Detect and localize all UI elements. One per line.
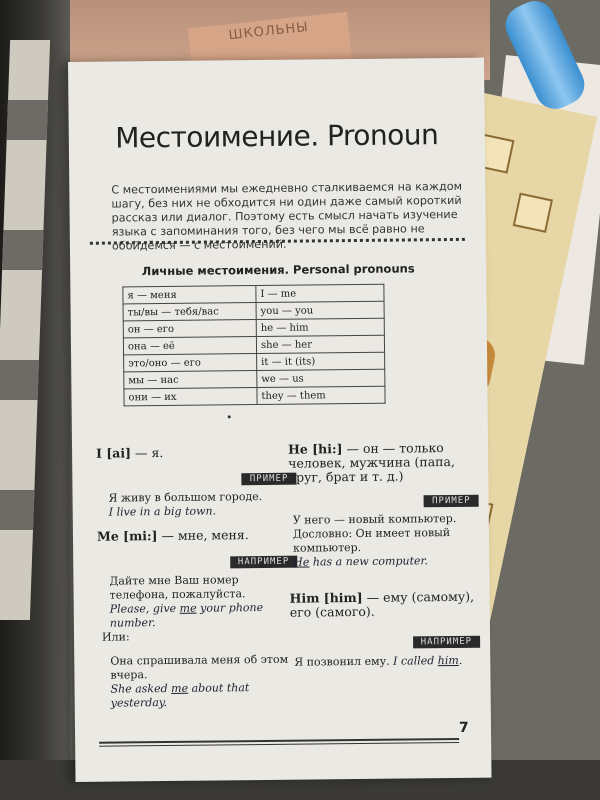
pronoun-table [122,284,385,407]
table-cell-ru: я — меня [123,286,256,304]
example-ru: Дайте мне Ваш номер телефона, пожалуйста. [109,573,246,602]
table-title: Личные местоимения. Personal pronouns [141,261,415,279]
table-cell-ru: она — её [123,337,256,355]
example-tag: НАПРИМЕР [413,636,480,649]
intro-paragraph: С местоимениями мы ежедневно сталкиваемся на каждом шагу, без них не обходится ни один даже самый короткий рассказ или диалог. Поэтому есть смысл начать изучение языка с запоминания того, без чего мы всё равно не обойдёмся — с местоимений. [111,179,463,253]
table-cell-en: he — him [256,318,384,336]
print-dot [228,415,231,418]
page-title: Местоимение. Pronoun [115,118,439,155]
entry-he-heading: He [hi:] — он — только человек, мужчина (папа, друг, брат и т. д.) [287,440,455,485]
example-en: She asked me about that yesterday. [110,681,250,710]
table-cell-ru: мы — нас [124,371,257,389]
example-tag: НАПРИМЕР [230,556,297,569]
example-tag: ПРИМЕР [424,495,479,508]
table-cell-en: it — it (its) [257,352,385,370]
example-ru: Она спрашивала меня об этом вчера. [110,652,289,682]
example-en: Please, give me your phone number. [109,600,264,630]
table-row [124,386,385,406]
example-ru: Я живу в большом городе. [108,489,263,505]
table-cell-en: they — them [257,386,385,404]
left-column [96,445,299,711]
table-cell-en: I — me [256,284,384,302]
example-tag: ПРИМЕР [242,473,297,486]
table-cell-en: she — her [256,335,384,353]
entry-him-heading: Him [him] — ему (самому), его (самого). [289,588,475,620]
table-cell-en: you — you [256,301,384,319]
table-cell-ru: ты/вы — тебя/вас [123,303,256,321]
table-cell-ru: они — их [124,388,257,406]
table-cell-ru: это/оно — его [124,354,257,372]
table-cell-en: we — us [257,369,385,387]
page-number: 7 [458,719,469,736]
entry-i-heading: I [ai] — я. [96,445,164,461]
right-column [288,441,480,670]
or-label: Или: [101,630,130,644]
entry-me-heading: Me [mi:] — мне, меня. [96,527,249,544]
background-top-paper: ШКОЛЬНЫ [188,12,352,78]
example-en: He has a new computer. [293,554,429,569]
book-page [68,58,492,782]
example-ru: У него — новый компьютер. Дословно: Он имеет новый компьютер. [292,511,457,555]
table-cell-ru: он — его [123,320,256,338]
example-en: I live in a big town. [108,504,217,519]
example-ru-en: Я позвонил ему. I called him. [294,653,463,669]
